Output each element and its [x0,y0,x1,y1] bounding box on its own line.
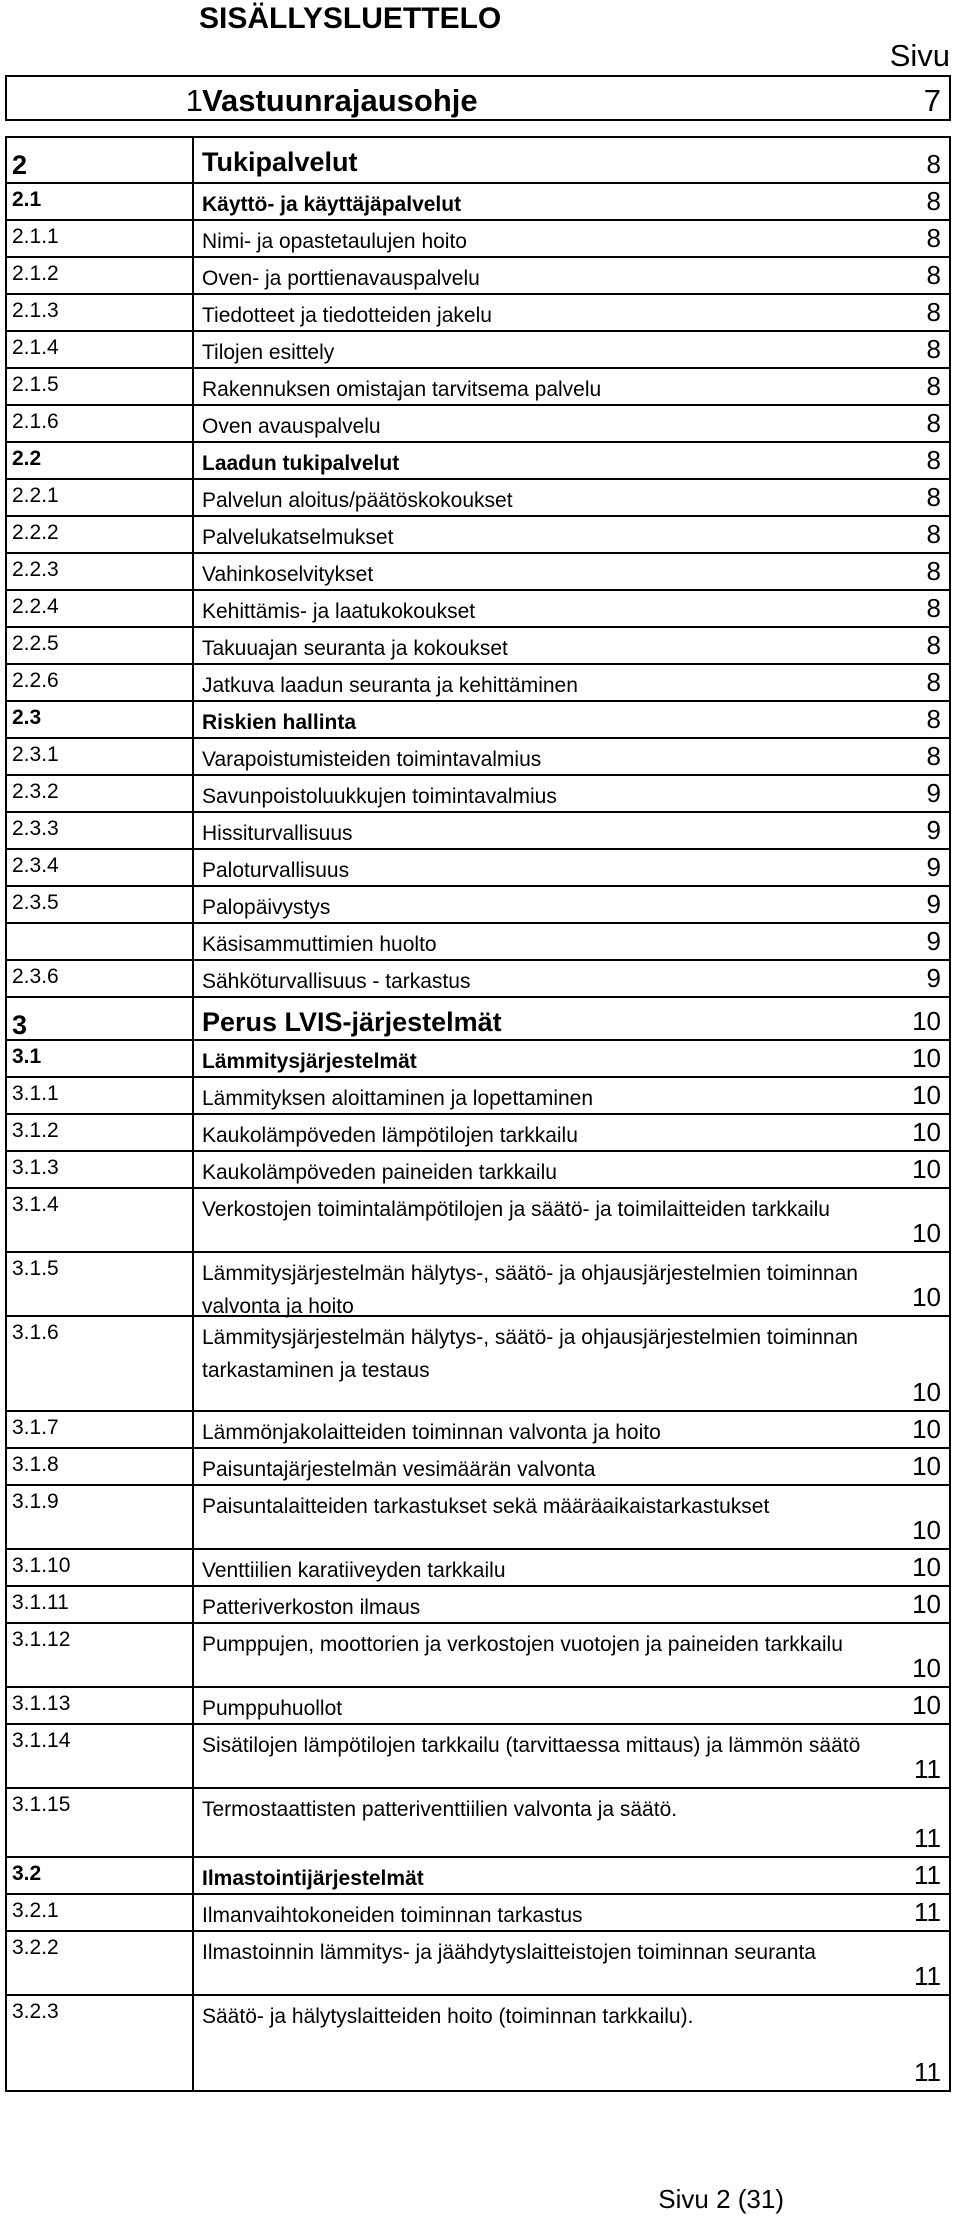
column-divider [192,1789,194,1856]
toc-row [7,1076,949,1113]
toc-row-number: 3.1.9 [12,1490,59,1513]
toc-row-number: 2.1.3 [12,299,59,322]
toc-row-title: Sähköturvallisuus - tarkastus [202,970,471,993]
toc-row-title: Tilojen esittely [202,341,335,364]
toc-row-number: 2.1.6 [12,410,59,433]
column-divider [192,1152,194,1187]
toc-row-title: Termostaattisten patteriventtiilien valvonta ja säätö. [202,1798,678,1821]
toc-row [7,1315,949,1410]
toc-row-number: 3.2.3 [12,2000,59,2023]
toc-row-title: Pumppuhuollot [202,1697,343,1720]
toc-row-number: 2.3.1 [12,743,59,766]
toc-row [7,959,949,996]
column-divider [192,1041,194,1076]
toc-row [7,293,949,330]
toc-row-number: 2.2.3 [12,558,59,581]
toc-row-title: Rakennuksen omistajan tarvitsema palvelu [202,378,602,401]
toc-row-page: 10 [912,1414,941,1444]
toc-row-number: 3.1.5 [12,1257,59,1280]
toc-row-page: 10 [912,1043,941,1073]
column-divider [192,1858,194,1893]
toc-row-title: Palvelun aloitus/päätöskokoukset [202,489,513,512]
column-divider [192,221,194,256]
toc-row-number: 2.1.2 [12,262,59,285]
column-divider [192,1486,194,1548]
column-divider [192,1115,194,1150]
toc-row [7,885,949,922]
toc-row-page: 10 [912,1690,941,1720]
toc-row-title: Tiedotteet ja tiedotteiden jakelu [202,304,492,327]
toc-row-title: Käyttö- ja käyttäjäpalvelut [202,193,462,216]
toc-row-number: 2.2.4 [12,595,59,618]
toc-row [7,1787,949,1856]
column-divider [192,138,194,182]
toc-row-title: Nimi- ja opastetaulujen hoito [202,230,467,253]
toc-row-title: Säätö- ja hälytyslaitteiden hoito (toiminnan tarkkailu). [202,2005,694,2028]
toc-row-title: Perus LVIS-järjestelmät [202,1007,502,1037]
toc-row-page: 8 [926,408,941,438]
column-divider [192,443,194,478]
column-divider [192,332,194,367]
toc-row-title: Paisuntajärjestelmän vesimäärän valvonta [202,1458,596,1481]
toc-row-page: 10 [912,1117,941,1147]
page-footer: Sivu 2 (31) [658,2184,784,2214]
section-number: 1 [185,83,203,118]
toc-row-number: 3.2.1 [12,1899,59,1922]
toc-row-number: 3.1.7 [12,1416,59,1439]
column-divider [192,628,194,663]
toc-row-number: 3.1.11 [12,1591,69,1614]
toc-row [7,774,949,811]
column-divider [192,1895,194,1930]
toc-row-title: Kaukolämpöveden paineiden tarkkailu [202,1161,557,1184]
column-divider [192,850,194,885]
toc-row-title: Lämmitysjärjestelmän hälytys-, säätö- ja ohjausjärjestelmien toiminnan valvonta ja hoito [202,1262,858,1318]
column-divider [192,1317,194,1410]
toc-row-page: 8 [926,667,941,697]
column-divider [192,1688,194,1723]
toc-row-number: 3.1.4 [12,1193,59,1216]
toc-row-page: 8 [926,556,941,586]
column-divider [192,554,194,589]
toc-row-page: 10 [912,1080,941,1110]
toc-row [7,700,949,737]
toc-row-title: Käsisammuttimien huolto [202,933,437,956]
toc-row-title: Palvelukatselmukset [202,526,394,549]
toc-row [7,404,949,441]
toc-row [7,1410,949,1447]
toc-row [7,219,949,256]
toc-row [7,737,949,774]
toc-row [7,1150,949,1187]
toc-row-page: 8 [926,260,941,290]
toc-row [7,1723,949,1787]
toc-row-title: Paloturvallisuus [202,859,350,882]
toc-row-title: Oven- ja porttienavauspalvelu [202,267,480,290]
toc-row-number: 3.1.10 [12,1554,71,1577]
toc-row [7,1622,949,1686]
column-divider [192,517,194,552]
toc-row [7,663,949,700]
column-divider [192,591,194,626]
toc-row-page: 8 [926,149,941,179]
toc-row-title: Pumppujen, moottorien ja verkostojen vuotojen ja paineiden tarkkailu [202,1633,843,1656]
toc-row-number: 2.3.6 [12,965,59,988]
toc-row-title: Savunpoistoluukkujen toimintavalmius [202,785,557,808]
column-divider [192,1253,194,1315]
column-divider [192,702,194,737]
toc-row-number: 2.3.4 [12,854,59,877]
toc-row [7,1251,949,1318]
toc-row [7,552,949,589]
toc-row [7,1447,949,1484]
toc-row-page: 8 [926,223,941,253]
toc-row-page: 9 [926,889,941,919]
toc-row-title: Jatkuva laadun seuranta ja kehittäminen [202,674,578,697]
toc-row-title: Venttiilien karatiiveyden tarkkailu [202,1559,506,1582]
toc-row-page: 9 [926,926,941,956]
toc-row-page: 9 [926,852,941,882]
column-divider [192,813,194,848]
toc-row-title: Oven avauspalvelu [202,415,381,438]
toc-row-title: Takuuajan seuranta ja kokoukset [202,637,508,660]
toc-row-number: 2.2.5 [12,632,59,655]
toc-row [7,1187,949,1251]
toc-row-title: Lämmitysjärjestelmän hälytys-, säätö- ja ohjausjärjestelmien toiminnan tarkastaminen ja testaus [202,1326,858,1382]
toc-row-title: Kaukolämpöveden lämpötilojen tarkkailu [202,1124,578,1147]
toc-row [7,256,949,293]
toc-row [7,589,949,626]
toc-row-page: 8 [926,186,941,216]
toc-row-number: 3.1.3 [12,1156,59,1179]
column-divider [192,665,194,700]
toc-row-number: 2.3.3 [12,817,59,840]
column-divider [192,1725,194,1787]
toc-row-page: 10 [912,1006,941,1036]
toc-row-page: 8 [926,593,941,623]
toc-row-page: 11 [914,1754,941,1784]
toc-row [7,1856,949,1893]
toc-row [7,811,949,848]
toc-row [7,922,949,959]
toc-row [7,626,949,663]
column-divider [192,369,194,404]
toc-row-number: 2.2.6 [12,669,59,692]
toc-row-page: 10 [912,1653,941,1683]
toc-row-page: 8 [926,704,941,734]
column-divider [192,1587,194,1622]
toc-row-number: 2.1.4 [12,336,59,359]
toc-row-number: 2 [12,150,28,180]
toc-row [7,1548,949,1585]
page-column-header: Sivu [889,38,950,73]
column-divider [192,480,194,515]
toc-first-section [5,75,951,121]
toc-row-page: 10 [912,1282,941,1312]
toc-row [7,1994,949,2090]
toc-row-title: Sisätilojen lämpötilojen tarkkailu (tarvittaessa mittaus) ja lämmön säätö [202,1734,861,1757]
column-divider [192,1624,194,1686]
toc-row-page: 10 [912,1515,941,1545]
toc-row-page: 8 [926,445,941,475]
toc-row-number: 3.2 [12,1862,42,1885]
toc-row-number: 2.1 [12,188,42,211]
column-divider [192,776,194,811]
toc-row-number: 3.2.2 [12,1936,59,1959]
section-title: Vastuunrajausohje [202,83,478,118]
toc-row-title: Ilmastoinnin lämmitys- ja jäähdytyslaitteistojen toiminnan seuranta [202,1941,816,1964]
toc-row-title: Lämmitysjärjestelmät [202,1050,417,1073]
toc-row-page: 11 [914,2057,941,2087]
column-divider [192,258,194,293]
toc-row [7,1585,949,1622]
toc-row-number: 2.3.5 [12,891,59,914]
toc-row [7,1039,949,1076]
toc-row-number: 3.1.8 [12,1453,59,1476]
toc-row-title: Palopäivystys [202,896,331,919]
toc-row [7,478,949,515]
toc-row-page: 10 [912,1552,941,1582]
toc-row-page: 9 [926,963,941,993]
column-divider [192,961,194,996]
toc-row-title: Tukipalvelut [202,147,358,177]
column-divider [192,887,194,922]
column-divider [192,1996,194,2090]
toc-row-page: 9 [926,815,941,845]
toc-row-title: Kehittämis- ja laatukokoukset [202,600,476,623]
toc-row-page: 11 [914,1823,941,1853]
toc-row-page: 10 [912,1377,941,1407]
toc-row-page: 8 [926,371,941,401]
toc-row-number: 2.2.1 [12,484,59,507]
toc-row-title: Ilmanvaihtokoneiden toiminnan tarkastus [202,1904,583,1927]
section-page: 7 [923,83,941,118]
toc-row-number: 2.3.2 [12,780,59,803]
toc-row-number: 3.1.15 [12,1793,71,1816]
toc-row-number: 3.1.14 [12,1729,71,1752]
toc-row [7,330,949,367]
toc-row-title: Vahinkoselvitykset [202,563,374,586]
toc-row-title: Laadun tukipalvelut [202,452,400,475]
toc-row-number: 2.3 [12,706,42,729]
column-divider [192,998,194,1039]
toc-row [7,1930,949,1994]
toc-row-title: Ilmastointijärjestelmät [202,1867,424,1890]
toc-row-title: Riskien hallinta [202,711,357,734]
toc-row-title: Patteriverkoston ilmaus [202,1596,421,1619]
toc-row-page: 10 [912,1451,941,1481]
toc-row-page: 10 [912,1589,941,1619]
toc-row-number: 3.1 [12,1045,42,1068]
toc-row [7,367,949,404]
toc-row [7,848,949,885]
toc-row-page: 8 [926,482,941,512]
column-divider [192,739,194,774]
toc-row-number: 3.1.1 [12,1082,59,1105]
toc-row-title: Verkostojen toimintalämpötilojen ja säätö- ja toimilaitteiden tarkkailu [202,1198,830,1221]
toc-row-page: 8 [926,334,941,364]
column-divider [192,1412,194,1447]
toc-row [7,441,949,478]
toc-row-title: Varapoistumisteiden toimintavalmius [202,748,542,771]
toc-row-page: 10 [912,1154,941,1184]
column-divider [192,1449,194,1484]
toc-row-number: 3.1.6 [12,1321,59,1344]
toc-row-page: 8 [926,630,941,660]
toc-row [7,1484,949,1548]
toc-row-page: 9 [926,778,941,808]
toc-row-page: 11 [914,1860,941,1890]
toc-row [7,182,949,219]
column-divider [192,1189,194,1251]
toc-row [7,1686,949,1723]
column-divider [192,1550,194,1585]
toc-row-number: 3 [12,1010,28,1040]
toc-row-title: Hissiturvallisuus [202,822,353,845]
toc-row-page: 8 [926,741,941,771]
toc-row [7,515,949,552]
toc-row-number: 2.2.2 [12,521,59,544]
toc-row-title: Paisuntalaitteiden tarkastukset sekä määräaikaistarkastukset [202,1495,770,1518]
column-divider [192,924,194,959]
toc-row-page: 8 [926,297,941,327]
toc-row-number: 2.1.1 [12,225,59,248]
column-divider [192,1078,194,1113]
toc-row-title: Lämmönjakolaitteiden toiminnan valvonta ja hoito [202,1421,661,1444]
document-title: SISÄLLYSLUETTELO [199,2,502,35]
toc-row-page: 8 [926,519,941,549]
toc-row-number: 3.1.12 [12,1628,71,1651]
toc-row [7,1893,949,1930]
toc-row-number: 2.2 [12,447,42,470]
column-divider [192,184,194,219]
toc-row-number: 3.1.13 [12,1692,71,1715]
toc-row-title: Lämmityksen aloittaminen ja lopettaminen [202,1087,594,1110]
toc-row-number: 2.1.5 [12,373,59,396]
toc-table [5,136,951,2092]
toc-row-page: 10 [912,1218,941,1248]
toc-row-page: 11 [914,1897,941,1927]
toc-row [7,138,949,182]
toc-row-number: 3.1.2 [12,1119,59,1142]
column-divider [192,1932,194,1994]
column-divider [192,295,194,330]
toc-row-page: 11 [914,1961,941,1991]
column-divider [192,406,194,441]
toc-row [7,996,949,1039]
toc-row [7,1113,949,1150]
